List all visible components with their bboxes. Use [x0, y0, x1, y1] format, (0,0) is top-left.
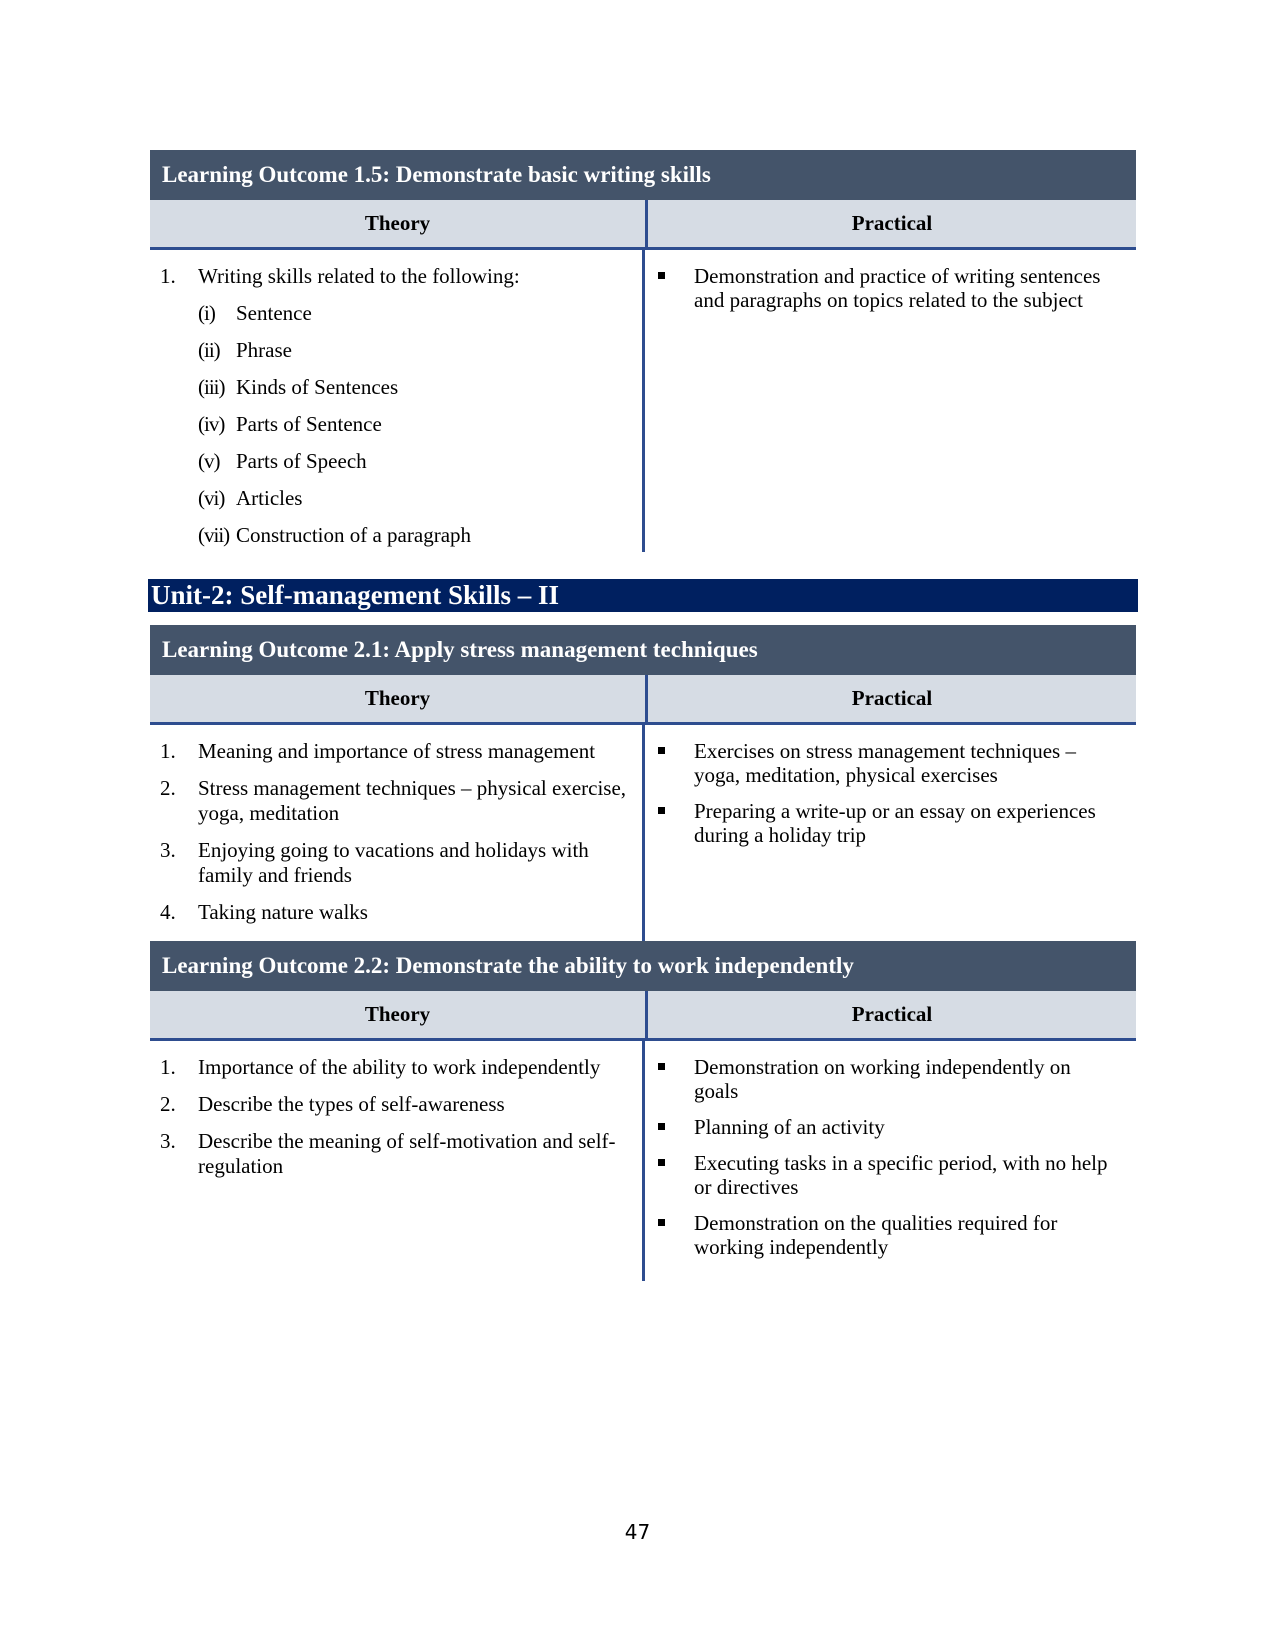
item-number: 2. [160, 776, 176, 800]
page-number: 47 [624, 1520, 651, 1544]
practical-list [655, 739, 1118, 847]
item-text: Stress management techniques – physical exercise, yoga, meditation [198, 776, 627, 825]
item-text: Enjoying going to vacations and holidays with family and friends [198, 838, 589, 887]
practical-list [655, 1055, 1118, 1259]
bullet-item [655, 739, 1118, 787]
bullet-item [655, 1211, 1118, 1259]
bullet-text: Demonstration and practice of writing sentences and paragraphs on topics related to the subject [694, 264, 1101, 312]
theory-cell [150, 725, 645, 941]
bullet-text: Exercises on stress management techniques – yoga, meditation, physical exercises [694, 739, 1076, 787]
lo-1-5-section [150, 150, 1136, 552]
sub-item-text: Construction of a paragraph [236, 523, 472, 547]
practical-column-label: Practical [851, 211, 933, 235]
item-text: Meaning and importance of stress management [198, 739, 596, 763]
list-item [160, 900, 634, 925]
roman-numeral: (vi) [198, 486, 225, 510]
item-number: 2. [160, 1092, 176, 1116]
square-bullet-icon [658, 272, 665, 279]
item-number: 4. [160, 900, 176, 924]
roman-numeral: (v) [198, 449, 220, 473]
lo-2-2-column-header [150, 991, 1136, 1041]
item-text: Taking nature walks [198, 900, 368, 924]
bullet-text: Demonstration on the qualities required for working independently [694, 1211, 1058, 1259]
lo-2-2-header: Learning Outcome 2.2: Demonstrate the ability to work independently [150, 941, 1136, 991]
lo-2-1-header: Learning Outcome 2.1: Apply stress management techniques [150, 625, 1136, 675]
theory-list [160, 264, 634, 548]
list-item [160, 838, 634, 888]
item-text: Describe the meaning of self-motivation and self-regulation [198, 1129, 616, 1178]
sub-list-item [198, 375, 634, 400]
item-number: 3. [160, 838, 176, 862]
theory-column-label: Theory [150, 200, 648, 247]
roman-numeral: (iii) [198, 375, 225, 399]
roman-numeral: (ii) [198, 338, 220, 362]
sub-list-item [198, 523, 634, 548]
square-bullet-icon [658, 807, 665, 814]
unit-2-title: Unit-2: Self-management Skills – II [148, 579, 1138, 612]
square-bullet-icon [658, 1219, 665, 1226]
sub-item-text: Parts of Sentence [236, 412, 382, 436]
square-bullet-icon [658, 1063, 665, 1070]
theory-column-label: Theory [150, 991, 648, 1038]
theory-list [160, 739, 634, 925]
item-number: 1. [160, 264, 176, 288]
practical-cell [645, 725, 1136, 941]
sub-list-item [198, 449, 634, 474]
sub-list-item [198, 338, 634, 363]
sub-list-item [198, 301, 634, 326]
item-text: Describe the types of self-awareness [198, 1092, 505, 1116]
list-item [160, 1129, 634, 1179]
practical-cell [645, 250, 1136, 552]
lo-1-5-header: Learning Outcome 1.5: Demonstrate basic writing skills [150, 150, 1136, 200]
lo-2-1-column-header [150, 675, 1136, 725]
sub-list [198, 301, 634, 548]
bullet-item [655, 264, 1118, 312]
square-bullet-icon [658, 747, 665, 754]
item-number: 3. [160, 1129, 176, 1153]
practical-cell [645, 1041, 1136, 1281]
list-item [160, 1092, 634, 1117]
bullet-item [655, 1151, 1118, 1199]
item-number: 1. [160, 1055, 176, 1079]
bullet-item [655, 1115, 1118, 1139]
sub-item-text: Articles [236, 486, 303, 510]
item-number: 1. [160, 739, 176, 763]
practical-column-label: Practical [851, 1002, 933, 1026]
roman-numeral: (i) [198, 301, 215, 325]
theory-cell [150, 250, 645, 552]
square-bullet-icon [658, 1159, 665, 1166]
list-item [160, 264, 634, 548]
bullet-item [655, 799, 1118, 847]
bullet-text: Planning of an activity [694, 1115, 885, 1139]
lo-2-2-section [150, 941, 1136, 1281]
sub-item-text: Parts of Speech [236, 449, 367, 473]
sub-list-item [198, 412, 634, 437]
sub-item-text: Kinds of Sentences [236, 375, 399, 399]
list-item [160, 1055, 634, 1080]
item-text: Importance of the ability to work independently [198, 1055, 601, 1079]
sub-item-text: Sentence [236, 301, 312, 325]
bullet-item [655, 1055, 1118, 1103]
lo-2-1-section [150, 625, 1136, 941]
sub-item-text: Phrase [236, 338, 292, 362]
roman-numeral: (vii) [198, 523, 230, 547]
theory-list [160, 1055, 634, 1179]
bullet-text: Preparing a write-up or an essay on experiences during a holiday trip [694, 799, 1096, 847]
square-bullet-icon [658, 1123, 665, 1130]
practical-column-label: Practical [851, 686, 933, 710]
sub-list-item [198, 486, 634, 511]
list-item [160, 739, 634, 764]
item-text: Writing skills related to the following: [198, 264, 520, 288]
theory-column-label: Theory [150, 675, 648, 722]
bullet-text: Demonstration on working independently on goals [694, 1055, 1071, 1103]
lo-2-2-body [150, 1041, 1136, 1281]
lo-2-1-body [150, 725, 1136, 941]
lo-1-5-body [150, 250, 1136, 552]
bullet-text: Executing tasks in a specific period, with no help or directives [694, 1151, 1108, 1199]
roman-numeral: (iv) [198, 412, 225, 436]
lo-1-5-column-header [150, 200, 1136, 250]
list-item [160, 776, 634, 826]
practical-list [655, 264, 1118, 312]
theory-cell [150, 1041, 645, 1281]
